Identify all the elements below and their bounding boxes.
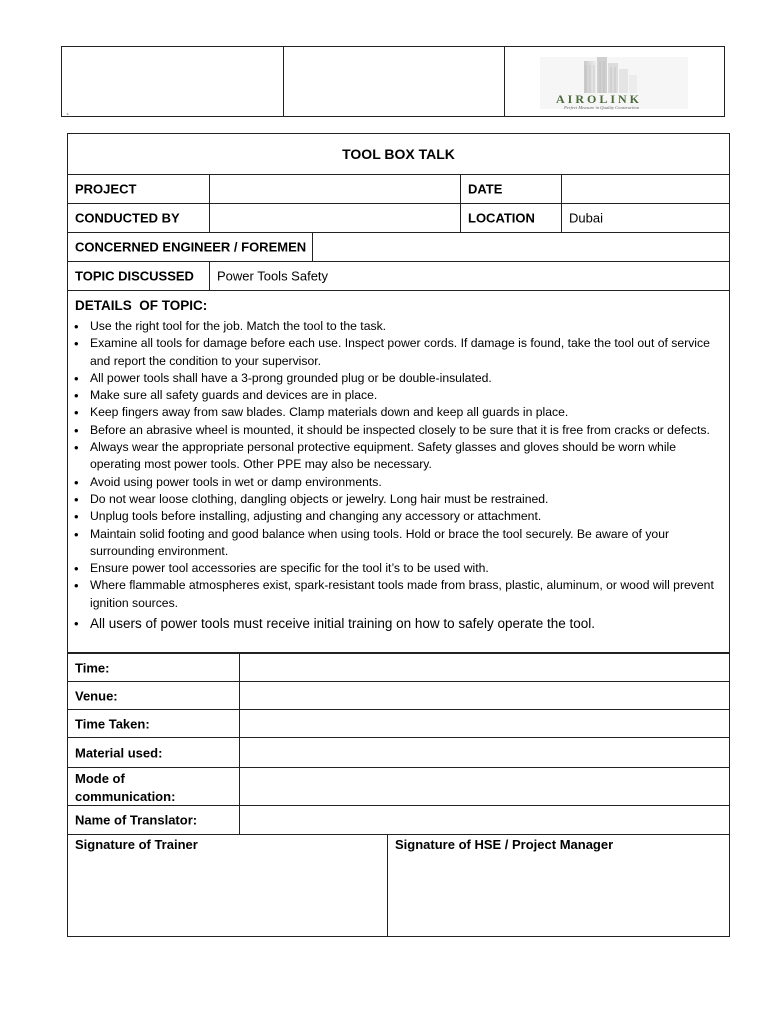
details-item: • Make sure all safety guards and devices are in place. [72,387,717,404]
location-value-cell[interactable] [561,204,729,232]
time-taken-value-cell[interactable] [239,710,729,737]
topic-label: TOPIC DISCUSSED [75,268,194,284]
conducted-by-value-cell[interactable] [209,204,460,232]
details-item: • All power tools shall have a 3-prong grounded plug or be double-insulated. [72,370,717,387]
location-value: Dubai [569,210,603,226]
project-value-cell[interactable] [209,175,460,203]
translator-label: Name of Translator: [75,812,198,828]
details-item: • Use the right tool for the job. Match the tool to the task. [72,318,717,335]
time-value-cell[interactable] [239,654,729,681]
time-row [68,654,729,681]
time-label: Time: [75,660,110,675]
details-item: • Examine all tools for damage before each use. Inspect power cords. If damage is found, take the tool out of service and report the condition to your supervisor. [72,335,717,370]
form-title-row [68,134,729,174]
material-value-cell[interactable] [239,738,729,767]
details-item: • Ensure power tool accessories are specific for the tool it’s to be used with. [72,560,717,577]
mode-row [68,767,729,805]
location-label: LOCATION [468,210,535,226]
topic-row [68,261,729,290]
details-heading: DETAILS OF TOPIC: [75,298,208,313]
signature-row [68,834,729,936]
mode-value-cell[interactable] [239,768,729,805]
location-label-cell [460,204,561,232]
hse-signature-cell[interactable] [387,835,729,936]
info-table [67,653,730,937]
details-item: • Always wear the appropriate personal protective equipment. Safety glasses and gloves should be worn while operating most power tools. Other PPE may also be necessary. [72,439,717,474]
translator-row [68,805,729,834]
venue-row [68,681,729,709]
topic-value-cell[interactable] [209,262,729,290]
date-value-cell[interactable] [561,175,729,203]
conducted-by-row [68,203,729,232]
mode-label [75,770,175,806]
logo-tagline: Perfect Measure in Quality Construction [564,105,640,110]
mode-label-line2: communication: [75,789,176,804]
details-list [72,318,717,633]
details-item: • Unplug tools before installing, adjusting and changing any accessory or attachment. [72,508,717,525]
time-taken-row [68,709,729,737]
date-label-cell [460,175,561,203]
venue-label: Venue: [75,688,118,703]
venue-value-cell[interactable] [239,682,729,709]
engineer-label: CONCERNED ENGINEER / FOREMEN [75,239,307,255]
material-row [68,737,729,767]
stray-mark: ` [66,113,70,124]
header-cell-2 [283,47,504,116]
translator-value-cell[interactable] [239,806,729,834]
project-label: PROJECT [75,181,137,197]
details-item: • Maintain solid footing and good balance when using tools. Hold or brace the tool securely. Be aware of your surrounding environment. [72,526,717,561]
time-taken-label: Time Taken: [75,716,150,731]
topic-value: Power Tools Safety [217,268,329,284]
material-label: Material used: [75,745,163,760]
logo-name: AIROLINK [556,92,643,106]
details-item: • Do not wear loose clothing, dangling objects or jewelry. Long hair must be restrained. [72,491,717,508]
details-item: • Where flammable atmospheres exist, spark-resistant tools made from brass, plastic, aluminum, or wood will prevent ignition sources. [72,577,717,612]
mode-label-line1: Mode of [75,771,125,786]
project-row [68,174,729,203]
header-table [61,46,725,117]
details-item: • Avoid using power tools in wet or damp environments. [72,474,717,491]
details-section [68,290,729,652]
conducted-by-label: CONDUCTED BY [75,210,180,226]
details-item: • Before an abrasive wheel is mounted, it should be inspected closely to be sure that it is free from cracks or defects. [72,422,717,439]
details-item: • All users of power tools must receive initial training on how to safely operate the tool. [72,614,717,633]
company-logo [540,53,690,111]
engineer-value-cell[interactable] [312,233,729,261]
hse-signature-label: Signature of HSE / Project Manager [395,837,614,852]
trainer-signature-label: Signature of Trainer [75,837,198,852]
date-label: DATE [468,181,503,197]
trainer-signature-cell[interactable] [68,835,387,936]
form-title: TOOL BOX TALK [342,146,455,162]
toolbox-form [67,133,730,653]
engineer-row [68,232,729,261]
details-item: • Keep fingers away from saw blades. Clamp materials down and keep all guards in place. [72,404,717,421]
